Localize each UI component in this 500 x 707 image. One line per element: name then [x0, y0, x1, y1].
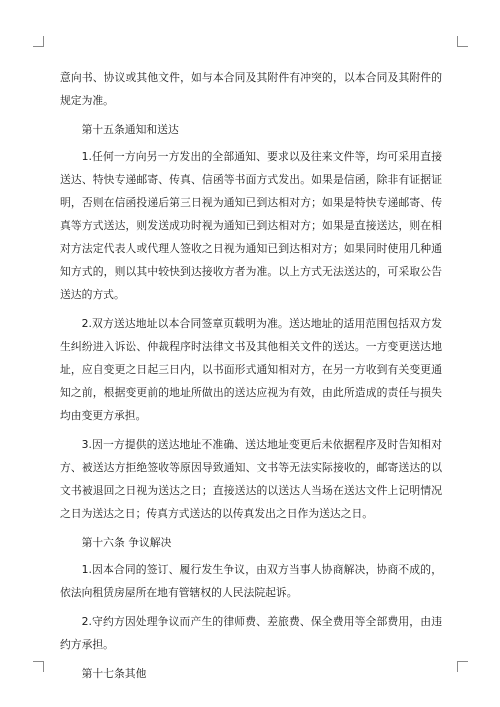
- paragraph-15-2: 2.双方送达地址以本合同签章页载明为准。送达地址的适用范围包括双方发生纠纷进入诉讼、仲裁程序时法律文书及其他相关文件的送达。一方变更送达地址，应自变更之日起三日内，以书面形式通知相对方，在另一方收到有关变更通知之前，根据变更前的地址所做出的送达应视为有效，由此所造成的责任与损失均由变更方承担。: [60, 317, 442, 422]
- section-heading-17: 第十七条其他: [81, 667, 147, 680]
- document-body: [60, 66, 442, 689]
- section-heading-15: 第十五条通知和送达: [81, 123, 179, 136]
- paragraph-16-2: 2.守约方因处理争议而产生的律师费、差旅费、保全费用等全部费用，由违约方承担。: [60, 615, 442, 651]
- crop-mark-bottom-left: [33, 661, 44, 672]
- crop-mark-bottom-right: [457, 661, 468, 672]
- crop-mark-top-left: [33, 36, 44, 47]
- paragraph-16-1: 1.因本合同的签订、履行发生争议，由双方当事人协商解决，协商不成的，依法向租赁房屋所在地有管辖权的人民法院起诉。: [60, 563, 442, 599]
- paragraph-15-1: 1.任何一方向另一方发出的全部通知、要求以及往来文件等，均可采用直接送达、特快专递邮寄、传真、信函等书面方式发出。如果是信函，除非有证据证明，否则在信函投递后第三日视为通知已到达相对方；如果是特快专递邮寄、传真等方式送达，则发送成功时视为通知已到达相对方；如果是直接送达，则在相对方法定代表人或代理人签收之日视为通知已到达相对方；如果同时使用几种通知方式的，则以其中较快到达接收方者为准。以上方式无法送达的，可采取公告送达的方式。: [60, 150, 442, 301]
- section-heading-16: 第十六条 争议解决: [81, 536, 172, 549]
- paragraph-15-3: 3.因一方提供的送达地址不准确、送达地址变更后未依据程序及时告知相对方、被送达方拒绝签收等原因导致通知、文书等无法实际接收的，邮寄送达的以文书被退回之日视为送达之日；直接送达的以送达人当场在送达文件上记明情况之日为送达之日；传真方式送达的以传真发出之日作为送达之日。: [60, 438, 442, 520]
- crop-mark-top-right: [457, 36, 468, 47]
- continued-paragraph: 意向书、协议或其他文件，如与本合同及其附件有冲突的，以本合同及其附件的规定为准。: [60, 71, 442, 107]
